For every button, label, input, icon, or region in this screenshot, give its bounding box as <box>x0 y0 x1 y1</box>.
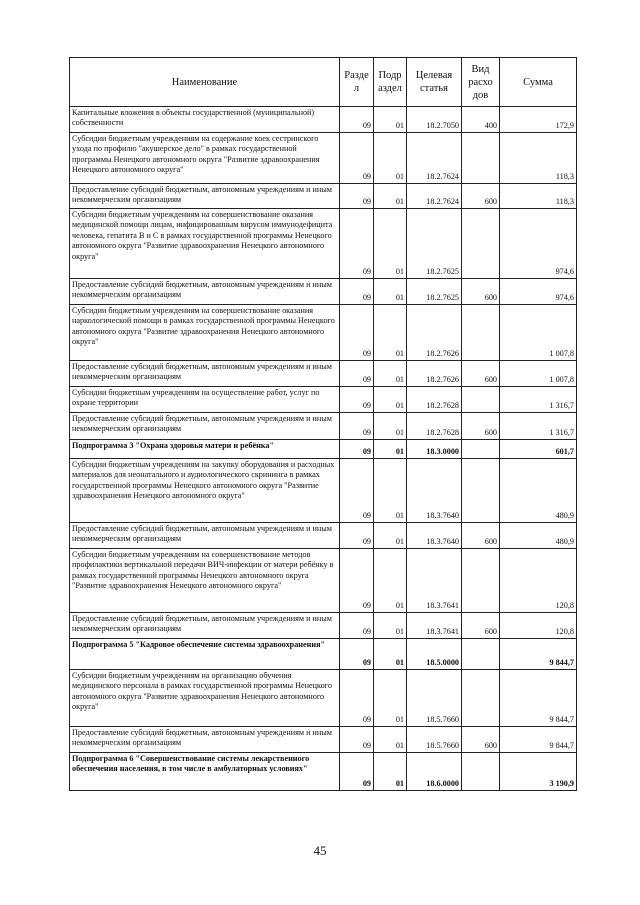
cell-target-article: 18.2.7625 <box>407 279 462 305</box>
cell-sum: 9 844,7 <box>500 639 577 670</box>
table-row <box>70 279 577 305</box>
table-row <box>70 209 577 279</box>
cell-target-article: 18.6.0000 <box>407 753 462 791</box>
table-row <box>70 727 577 753</box>
cell-sum: 118,3 <box>500 184 577 209</box>
cell-razdel: 09 <box>340 523 374 549</box>
cell-razdel: 09 <box>340 670 374 727</box>
table-row <box>70 305 577 361</box>
cell-sum: 120,8 <box>500 613 577 639</box>
header-target-article: Целевая статья <box>407 58 462 107</box>
cell-expense-type: 600 <box>462 613 500 639</box>
cell-razdel: 09 <box>340 361 374 387</box>
cell-target-article: 18.5.7660 <box>407 670 462 727</box>
cell-target-article: 18.2.7625 <box>407 209 462 279</box>
cell-podrazdel: 01 <box>374 107 407 133</box>
header-expense-type: Вид расхо дов <box>462 58 500 107</box>
cell-sum: 9 844,7 <box>500 727 577 753</box>
cell-name: Подпрограмма 6 "Совершенствование системы лекарственного обеспечения населения, в том числе в амбулаторных условиях" <box>70 753 340 791</box>
cell-sum: 1 007,8 <box>500 361 577 387</box>
table-row <box>70 670 577 727</box>
cell-target-article: 18.2.7050 <box>407 107 462 133</box>
page-number: 45 <box>313 843 327 858</box>
cell-podrazdel: 01 <box>374 523 407 549</box>
cell-expense-type <box>462 670 500 727</box>
table-row <box>70 413 577 440</box>
cell-name: Предоставление субсидий бюджетным, автономным учреждениям и иным некоммерческим организациям <box>70 184 340 209</box>
cell-name: Субсидии бюджетным учреждениям на совершенствование оказания медицинской помощи лицам, инфицированным вирусом иммунодефицита человека, гепатита В и С в рамках государственной программы Ненецкого автономного округа "Развитие здравоохранения Ненецкого автономного округа" <box>70 209 340 279</box>
cell-podrazdel: 01 <box>374 184 407 209</box>
cell-podrazdel: 01 <box>374 753 407 791</box>
cell-name: Подпрограмма 5 "Кадровое обеспечение системы здравоохранения" <box>70 639 340 670</box>
cell-sum: 1 316,7 <box>500 413 577 440</box>
cell-expense-type <box>462 639 500 670</box>
table-header-row <box>70 58 577 107</box>
cell-name: Субсидии бюджетным учреждениям на организацию обучения медицинского персонала в рамках государственной программы Ненецкого автономного округа "Развитие здравоохранения Ненецкого автономного округа" <box>70 670 340 727</box>
cell-expense-type <box>462 549 500 613</box>
table-row <box>70 523 577 549</box>
cell-expense-type <box>462 459 500 523</box>
table-row <box>70 613 577 639</box>
cell-podrazdel: 01 <box>374 549 407 613</box>
cell-razdel: 09 <box>340 613 374 639</box>
cell-name: Предоставление субсидий бюджетным, автономным учреждениям и иным некоммерческим организациям <box>70 523 340 549</box>
header-podrazdel: Подр аздел <box>374 58 407 107</box>
cell-sum: 118,3 <box>500 133 577 184</box>
cell-sum: 3 190,9 <box>500 753 577 791</box>
cell-name: Субсидии бюджетным учреждениям на совершенствование оказания наркологической помощи в рамках государственной программы Ненецкого автономного округа "Развитие здравоохранения Ненецкого автономного округа" <box>70 305 340 361</box>
table-row <box>70 753 577 791</box>
cell-razdel: 09 <box>340 440 374 459</box>
table-row <box>70 133 577 184</box>
cell-sum: 1 007,8 <box>500 305 577 361</box>
cell-target-article: 18.3.7641 <box>407 549 462 613</box>
cell-name: Предоставление субсидий бюджетным, автономным учреждениям и иным некоммерческим организациям <box>70 413 340 440</box>
cell-name: Субсидии бюджетным учреждениям на закупку оборудования и расходных материалов для неонатального и аудиологического скрининга в рамках государственной программы Ненецкого автономного округа "Развитие здравоохранения Ненецкого автономного округа" <box>70 459 340 523</box>
cell-razdel: 09 <box>340 279 374 305</box>
cell-sum: 9 844,7 <box>500 670 577 727</box>
cell-expense-type: 600 <box>462 727 500 753</box>
table-body <box>70 107 577 791</box>
cell-podrazdel: 01 <box>374 459 407 523</box>
cell-podrazdel: 01 <box>374 279 407 305</box>
cell-podrazdel: 01 <box>374 727 407 753</box>
cell-razdel: 09 <box>340 459 374 523</box>
cell-target-article: 18.2.7626 <box>407 361 462 387</box>
cell-expense-type <box>462 133 500 184</box>
cell-podrazdel: 01 <box>374 361 407 387</box>
cell-razdel: 09 <box>340 387 374 413</box>
cell-sum: 172,9 <box>500 107 577 133</box>
cell-name: Субсидии бюджетным учреждениям на содержание коек сестринского ухода по профилю "акушерское дело" в рамках государственной программы Ненецкого автономного округа "Развитие здравоохранения Ненецкого автономного округа" <box>70 133 340 184</box>
cell-expense-type <box>462 387 500 413</box>
cell-expense-type <box>462 305 500 361</box>
cell-target-article: 18.2.7624 <box>407 184 462 209</box>
cell-podrazdel: 01 <box>374 133 407 184</box>
cell-sum: 1 316,7 <box>500 387 577 413</box>
cell-name: Предоставление субсидий бюджетным, автономным учреждениям и иным некоммерческим организациям <box>70 727 340 753</box>
cell-podrazdel: 01 <box>374 387 407 413</box>
cell-name: Субсидии бюджетным учреждениям на осуществление работ, услуг по охране территории <box>70 387 340 413</box>
cell-name: Субсидии бюджетным учреждениям на совершенствование методов профилактики вертикальной передачи ВИЧ-инфекции от матери ребёнку в рамках государственной программы Ненецкого автономного округа "Развитие здравоохранения Ненецкого автономного округа" <box>70 549 340 613</box>
table-row <box>70 459 577 523</box>
cell-razdel: 09 <box>340 209 374 279</box>
cell-razdel: 09 <box>340 413 374 440</box>
cell-expense-type <box>462 753 500 791</box>
budget-table <box>69 57 577 791</box>
table-row <box>70 107 577 133</box>
cell-name: Подпрограмма 3 "Охрана здоровья матери и ребёнка" <box>70 440 340 459</box>
cell-sum: 120,8 <box>500 549 577 613</box>
table-row <box>70 387 577 413</box>
table-row <box>70 549 577 613</box>
header-name: Наименование <box>70 58 340 107</box>
cell-podrazdel: 01 <box>374 639 407 670</box>
cell-target-article: 18.2.7624 <box>407 133 462 184</box>
cell-podrazdel: 01 <box>374 670 407 727</box>
cell-expense-type: 600 <box>462 279 500 305</box>
cell-expense-type: 600 <box>462 523 500 549</box>
cell-razdel: 09 <box>340 753 374 791</box>
cell-sum: 974,6 <box>500 279 577 305</box>
cell-sum: 480,9 <box>500 459 577 523</box>
cell-expense-type <box>462 440 500 459</box>
cell-target-article: 18.5.0000 <box>407 639 462 670</box>
cell-sum: 974,6 <box>500 209 577 279</box>
cell-razdel: 09 <box>340 184 374 209</box>
cell-sum: 601,7 <box>500 440 577 459</box>
cell-name: Капитальные вложения в объекты государственной (муниципальной) собственности <box>70 107 340 133</box>
cell-expense-type: 600 <box>462 413 500 440</box>
cell-name: Предоставление субсидий бюджетным, автономным учреждениям и иным некоммерческим организациям <box>70 613 340 639</box>
cell-target-article: 18.3.0000 <box>407 440 462 459</box>
cell-razdel: 09 <box>340 727 374 753</box>
cell-target-article: 18.3.7641 <box>407 613 462 639</box>
cell-podrazdel: 01 <box>374 413 407 440</box>
cell-razdel: 09 <box>340 133 374 184</box>
table-row <box>70 639 577 670</box>
cell-name: Предоставление субсидий бюджетным, автономным учреждениям и иным некоммерческим организациям <box>70 279 340 305</box>
cell-target-article: 18.3.7640 <box>407 459 462 523</box>
cell-name: Предоставление субсидий бюджетным, автономным учреждениям и иным некоммерческим организациям <box>70 361 340 387</box>
cell-target-article: 18.3.7640 <box>407 523 462 549</box>
cell-target-article: 18.2.7628 <box>407 387 462 413</box>
cell-target-article: 18.5.7660 <box>407 727 462 753</box>
cell-expense-type: 600 <box>462 184 500 209</box>
header-sum: Сумма <box>500 58 577 107</box>
header-razdel: Разде л <box>340 58 374 107</box>
cell-expense-type: 600 <box>462 361 500 387</box>
cell-razdel: 09 <box>340 107 374 133</box>
table-row <box>70 440 577 459</box>
cell-razdel: 09 <box>340 549 374 613</box>
cell-podrazdel: 01 <box>374 613 407 639</box>
cell-target-article: 18.2.7626 <box>407 305 462 361</box>
table-row <box>70 361 577 387</box>
cell-sum: 480,9 <box>500 523 577 549</box>
table-row <box>70 184 577 209</box>
cell-expense-type <box>462 209 500 279</box>
cell-podrazdel: 01 <box>374 305 407 361</box>
cell-target-article: 18.2.7628 <box>407 413 462 440</box>
cell-expense-type: 400 <box>462 107 500 133</box>
cell-razdel: 09 <box>340 639 374 670</box>
cell-razdel: 09 <box>340 305 374 361</box>
cell-podrazdel: 01 <box>374 209 407 279</box>
cell-podrazdel: 01 <box>374 440 407 459</box>
